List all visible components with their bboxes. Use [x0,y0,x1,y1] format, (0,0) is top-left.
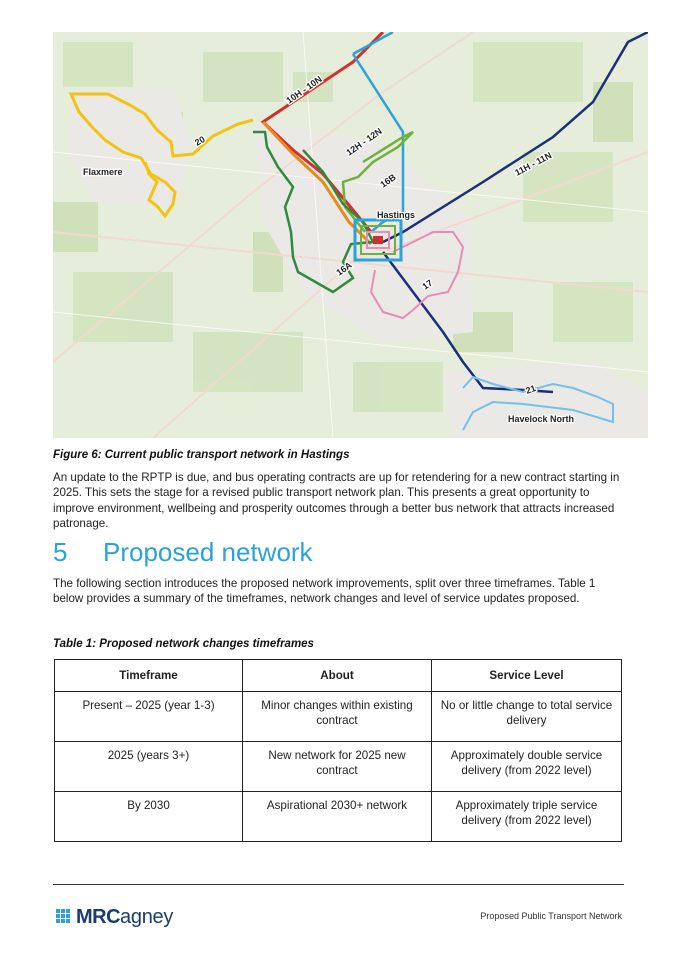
logo-mark-icon [56,909,73,926]
table-cell: Aspirational 2030+ network [243,792,432,842]
label-hastings: Hastings [377,210,416,220]
table-row [55,792,622,842]
logo-text-bold: MRC [76,905,121,928]
logo-text-light: agney [120,905,174,928]
label-flaxmere: Flaxmere [83,167,123,177]
route-label-16b: 16B [378,171,398,190]
section-number: 5 [53,537,68,567]
table-cell: No or little change to total service delivery [432,692,622,742]
route-map [53,32,648,438]
table-row [55,742,622,792]
footer-doc-title: Proposed Public Transport Network [480,911,622,921]
route-label-10: 10H - 10N [284,73,324,106]
label-havelock-north: Havelock North [508,414,575,424]
table-cell: By 2030 [55,792,243,842]
table-cell: 2025 (years 3+) [55,742,243,792]
table-row [55,692,622,742]
table-header-cell: About [243,660,432,692]
footer-divider [53,884,624,885]
table-header-row [55,660,622,692]
section-title: Proposed network [103,537,313,567]
section-heading [53,537,313,568]
table-cell: Approximately triple service delivery (from 2022 level) [432,792,622,842]
route-label-21: 21 [524,383,538,396]
route-label-16a: 16A [334,259,354,278]
table-caption: Table 1: Proposed network changes timeframes [53,638,314,650]
table-cell: Approximately double service delivery (from 2022 level) [432,742,622,792]
route-label-20: 20 [193,134,207,148]
route-label-11: 11H - 11N [513,150,554,178]
route-label-12: 12H - 12N [344,125,384,158]
company-logo [56,904,173,930]
figure-caption: Figure 6: Current public transport network in Hastings [53,449,350,461]
table-header-cell: Service Level [432,660,622,692]
section-paragraph: The following section introduces the proposed network improvements, split over three timeframes. Table 1 below provides a summary of the timeframes, network changes and level of service updates proposed. [53,577,596,606]
timeframes-table [54,659,622,842]
table-cell: Present – 2025 (year 1-3) [55,692,243,742]
intro-paragraph: An update to the RPTP is due, and bus operating contracts are up for retendering for a new contract starting in 2025. This sets the stage for a revised public transport network plan. This presents a great opportunity to improve environment, wellbeing and prosperity outcomes through a better bus network that attracts increased patronage. [53,471,620,530]
table-cell: Minor changes within existing contract [243,692,432,742]
route-label-17: 17 [420,277,435,292]
table-header-cell: Timeframe [55,660,243,692]
table-cell: New network for 2025 new contract [243,742,432,792]
